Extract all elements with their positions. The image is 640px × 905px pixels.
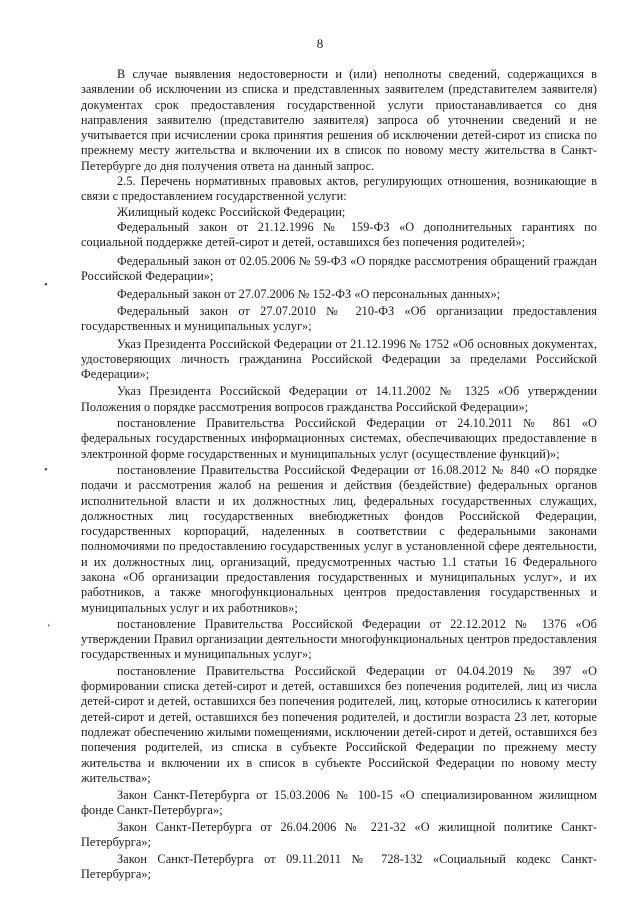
paragraph-spb-law-728-132: Закон Санкт-Петербурга от 09.11.2011 № 728-132 «Социальный кодекс Санкт-Петербурга»;: [81, 851, 597, 882]
paragraph-spb-law-221-32: Закон Санкт-Петербурга от 26.04.2006 № 221-32 «О жилищной политике Санкт-Петербурга»;: [81, 819, 597, 850]
paragraph-intro: В случае выявления недостоверности и (или) неполноты сведений, содержащихся в заявлении об исключении из списка и представленных заявителем (представителем заявителя) документах срок предоставления государственной услуги приостанавливается со дня направления заявителю (представителю заявителя) запроса об уточнении сведений и не учитывается при исчислении срока принятия решения об исключении детей-сирот из списка по прежнему месту жительства и включении их в список по новому месту жительства в Санкт-Петербурге до дня получения ответа на данный запрос.: [81, 67, 597, 173]
paragraph-federal-law-152: Федеральный закон от 27.07.2006 № 152-ФЗ «О персональных данных»;: [117, 286, 501, 301]
paragraph-housing-code: Жилищный кодекс Российской Федерации;: [117, 204, 346, 219]
paragraph-resolution-861: постановление Правительства Российской Федерации от 24.10.2011 № 861 «О федеральных государственных информационных системах, обеспечивающих предоставление в электронной форме государственных и муниципальных услуг (осуществление функций)»;: [81, 416, 597, 461]
page-number: 8: [316, 36, 324, 51]
paragraph-decree-1752: Указ Президента Российской Федерации от 21.12.1996 № 1752 «Об основных документах, удостоверяющих личность гражданина Российской Федерации за пределами Российской Федерации»;: [81, 336, 597, 382]
paragraph-federal-law-159: Федеральный закон от 21.12.1996 № 159-ФЗ «О дополнительных гарантиях по социальной поддержке детей-сирот и детей, оставшихся без попечения родителей»;: [81, 219, 597, 250]
margin-mark: •: [44, 464, 48, 476]
paragraph-spb-law-100-15: Закон Санкт-Петербурга от 15.03.2006 № 100-15 «О специализированном жилищном фонде Санкт-Петербурга»;: [81, 787, 597, 817]
margin-mark: ‘: [47, 622, 51, 634]
paragraph-federal-law-210: Федеральный закон от 27.07.2010 № 210-ФЗ «Об организации предоставления государственных и муниципальных услуг»;: [81, 303, 597, 334]
paragraph-resolution-1376: постановление Правительства Российской Федерации от 22.12.2012 № 1376 «Об утверждении Правил организации деятельности многофункциональных центров предоставления государственных и муниципальных услуг»;: [81, 616, 597, 662]
paragraph-federal-law-59: Федеральный закон от 02.05.2006 № 59-ФЗ «О порядке рассмотрения обращений граждан Российской Федерации»;: [81, 254, 597, 284]
paragraph-resolution-397: постановление Правительства Российской Федерации от 04.04.2019 № 397 «О формировании списка детей-сирот и детей, оставшихся без попечения родителей, лиц из числа детей-сирот и детей, оставшихся без попечения родителей, лиц, которые относились к категории детей-сирот и детей, оставшихся без попечения родителей, и достигли возраста 23 лет, которые подлежат обеспечению жилыми помещениями, исключении детей-сирот и детей, оставшихся без попечения родителей, из списка в субъекте Российской Федерации по прежнему месту жительства и включении их в список в субъекте Российской Федерации по новому месту жительства»;: [81, 663, 597, 785]
paragraph-resolution-840: постановление Правительства Российской Федерации от 16.08.2012 № 840 «О порядке подачи и рассмотрения жалоб на решения и действия (бездействие) федеральных органов исполнительной власти и их должностных лиц, федеральных государственных служащих, должностных лиц государственных внебюджетных фондов Российской Федерации, государственных корпораций, наделенных в соответствии с федеральными законами полномочиями по предоставлению государственных услуг в установленной сфере деятельности, и их должностных лиц, организаций, предусмотренных частью 1.1 статьи 16 Федерального закона «Об организации предоставления государственных и муниципальных услуг», и их работников, а также многофункциональных центров предоставления государственных и муниципальных услуг и их работников»;: [81, 462, 597, 615]
paragraph-decree-1325: Указ Президента Российской Федерации от 14.11.2002 № 1325 «Об утверждении Положения о порядке рассмотрения вопросов гражданства Российской Федерации»;: [81, 384, 597, 414]
paragraph-section-2-5: 2.5. Перечень нормативных правовых актов, регулирующих отношения, возникающие в связи с предоставлением государственной услуги:: [81, 174, 597, 204]
margin-mark: •: [44, 279, 48, 291]
document-body: [81, 67, 597, 882]
